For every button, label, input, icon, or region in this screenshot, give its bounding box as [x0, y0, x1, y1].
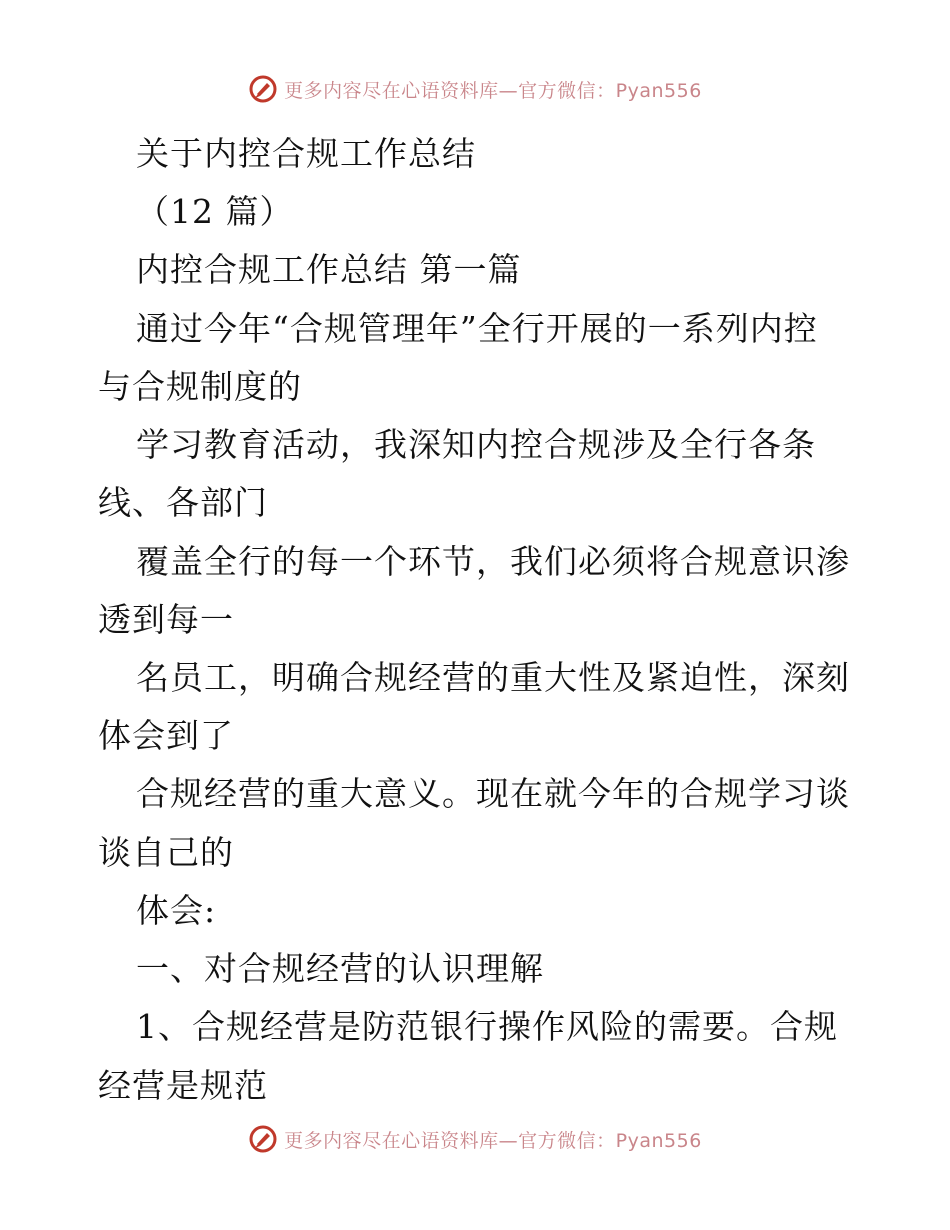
document-subtitle: （12 篇）	[136, 192, 294, 231]
paragraph-line: 覆盖全行的每一个环节，我们必须将合规意识渗	[136, 542, 850, 581]
paragraph-line: 与合规制度的	[98, 367, 302, 406]
paragraph-line: 谈自己的	[98, 833, 234, 872]
paragraph-line: 通过今年“合规管理年”全行开展的一系列内控	[136, 309, 818, 348]
paragraph-line: 体会:	[136, 891, 217, 930]
paragraph-line: 体会到了	[98, 716, 234, 755]
paragraph-line: 名员工，明确合规经营的重大性及紧迫性，深刻	[136, 658, 850, 697]
header-watermark-text: 更多内容尽在心语资料库—官方微信：Pyan556	[284, 79, 702, 102]
header-watermark-banner	[0, 72, 950, 106]
footer-watermark-banner	[0, 1122, 950, 1156]
document-title: 关于内控合规工作总结	[136, 134, 476, 173]
footer-watermark-text: 更多内容尽在心语资料库—官方微信：Pyan556	[284, 1129, 702, 1152]
section-heading: 内控合规工作总结 第一篇	[136, 250, 522, 289]
paragraph-line: 透到每一	[98, 600, 234, 639]
paragraph-line: 1、合规经营是防范银行操作风险的需要。合规	[136, 1007, 838, 1046]
pen-logo-icon	[248, 74, 278, 104]
subsection-heading: 一、对合规经营的认识理解	[136, 949, 544, 988]
paragraph-line: 经营是规范	[98, 1066, 268, 1105]
paragraph-line: 线、各部门	[98, 483, 268, 522]
paragraph-line: 合规经营的重大意义。现在就今年的合规学习谈	[136, 774, 850, 813]
pen-logo-icon	[248, 1124, 278, 1154]
paragraph-line: 学习教育活动，我深知内控合规涉及全行各条	[136, 425, 816, 464]
